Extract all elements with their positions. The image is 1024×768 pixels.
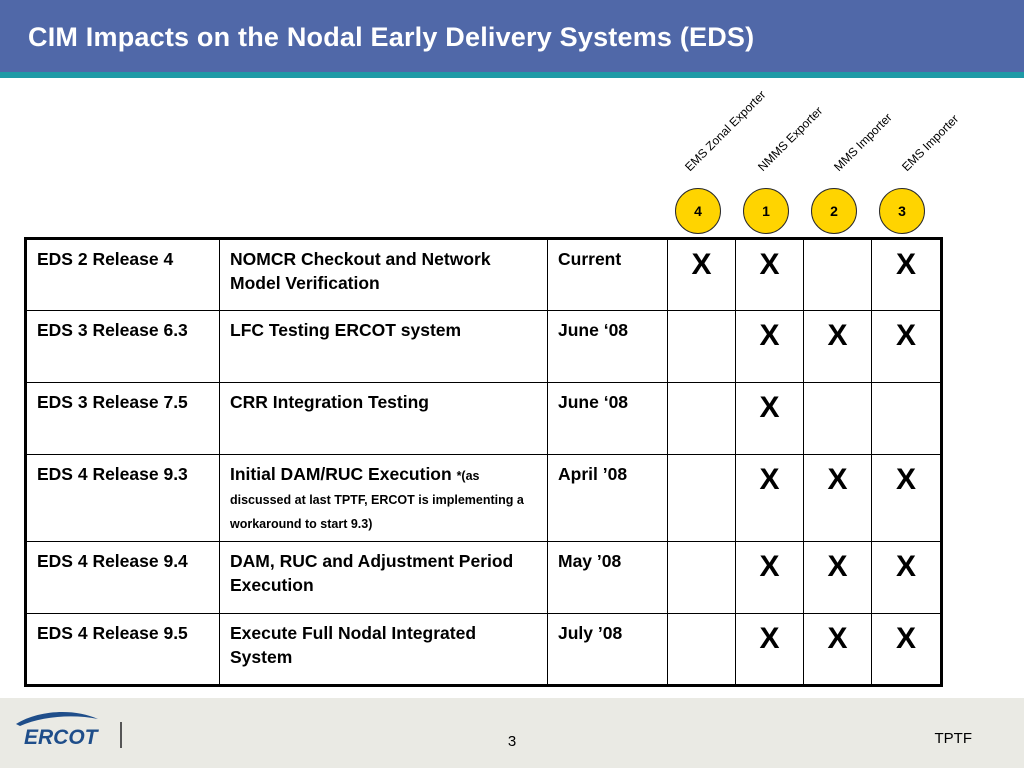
mark-cell: X xyxy=(872,614,942,686)
mark-cell xyxy=(668,311,736,383)
logo-text: ERCOT xyxy=(24,726,98,749)
mark-cell: X xyxy=(872,239,942,311)
date-cell: Current xyxy=(548,239,668,311)
column-label-ems-zonal-exporter: EMS Zonal Exporter xyxy=(682,87,769,174)
mark-cell: X xyxy=(736,239,804,311)
mark-cell: X xyxy=(736,455,804,542)
column-label-nmms-exporter: NMMS Exporter xyxy=(755,103,826,174)
mark-cell: X xyxy=(736,542,804,614)
date-cell: June ‘08 xyxy=(548,383,668,455)
activity-note: *(as discussed at last TPTF, ERCOT is implementing a workaround to start 9.3) xyxy=(230,469,524,531)
mark-cell xyxy=(872,383,942,455)
slide-title: CIM Impacts on the Nodal Early Delivery Systems (EDS) xyxy=(28,22,755,52)
date-cell: April ’08 xyxy=(548,455,668,542)
activity-cell xyxy=(220,542,548,614)
release-cell: EDS 4 Release 9.4 xyxy=(26,542,220,614)
table-row xyxy=(26,239,942,311)
mark-cell: X xyxy=(804,455,872,542)
release-cell: EDS 3 Release 7.5 xyxy=(26,383,220,455)
table-row xyxy=(26,311,942,383)
mark-cell xyxy=(668,455,736,542)
mark-cell: X xyxy=(872,455,942,542)
mark-cell: X xyxy=(872,311,942,383)
mark-cell: X xyxy=(736,311,804,383)
release-cell: EDS 4 Release 9.5 xyxy=(26,614,220,686)
title-bar-stripe xyxy=(0,72,1024,78)
activity-text: DAM, RUC and Adjustment Period Execution xyxy=(230,551,514,595)
activity-cell xyxy=(220,383,548,455)
activity-text: LFC Testing ERCOT system xyxy=(230,320,462,340)
mark-cell xyxy=(668,614,736,686)
activity-cell xyxy=(220,614,548,686)
activity-text: Initial DAM/RUC Execution xyxy=(230,464,452,484)
table-row xyxy=(26,614,942,686)
release-cell: EDS 2 Release 4 xyxy=(26,239,220,311)
mark-cell xyxy=(804,383,872,455)
activity-cell xyxy=(220,311,548,383)
mark-cell: X xyxy=(736,383,804,455)
activity-text: NOMCR Checkout and Network Model Verification xyxy=(230,249,491,293)
activity-cell xyxy=(220,455,548,542)
release-cell: EDS 3 Release 6.3 xyxy=(26,311,220,383)
mark-cell: X xyxy=(872,542,942,614)
eds-release-table xyxy=(24,237,943,687)
mark-cell xyxy=(668,542,736,614)
page-number: 3 xyxy=(507,733,517,750)
release-cell: EDS 4 Release 9.3 xyxy=(26,455,220,542)
column-number-badge: 2 xyxy=(811,188,857,234)
activity-cell xyxy=(220,239,548,311)
activity-text: Execute Full Nodal Integrated System xyxy=(230,623,477,667)
column-number-badge: 1 xyxy=(743,188,789,234)
mark-cell xyxy=(804,239,872,311)
column-number-badge: 4 xyxy=(675,188,721,234)
date-cell: July ’08 xyxy=(548,614,668,686)
date-cell: May ’08 xyxy=(548,542,668,614)
mark-cell: X xyxy=(804,311,872,383)
mark-cell: X xyxy=(804,614,872,686)
date-cell: June ‘08 xyxy=(548,311,668,383)
table-row xyxy=(26,542,942,614)
table-row xyxy=(26,455,942,542)
column-label-ems-importer: EMS Importer xyxy=(899,111,962,174)
mark-cell xyxy=(668,383,736,455)
column-number-badge: 3 xyxy=(879,188,925,234)
table-row xyxy=(26,383,942,455)
column-label-mms-importer: MMS Importer xyxy=(831,110,895,174)
mark-cell: X xyxy=(804,542,872,614)
activity-text: CRR Integration Testing xyxy=(230,392,429,412)
mark-cell: X xyxy=(668,239,736,311)
footer-label: TPTF xyxy=(934,730,972,747)
mark-cell: X xyxy=(736,614,804,686)
